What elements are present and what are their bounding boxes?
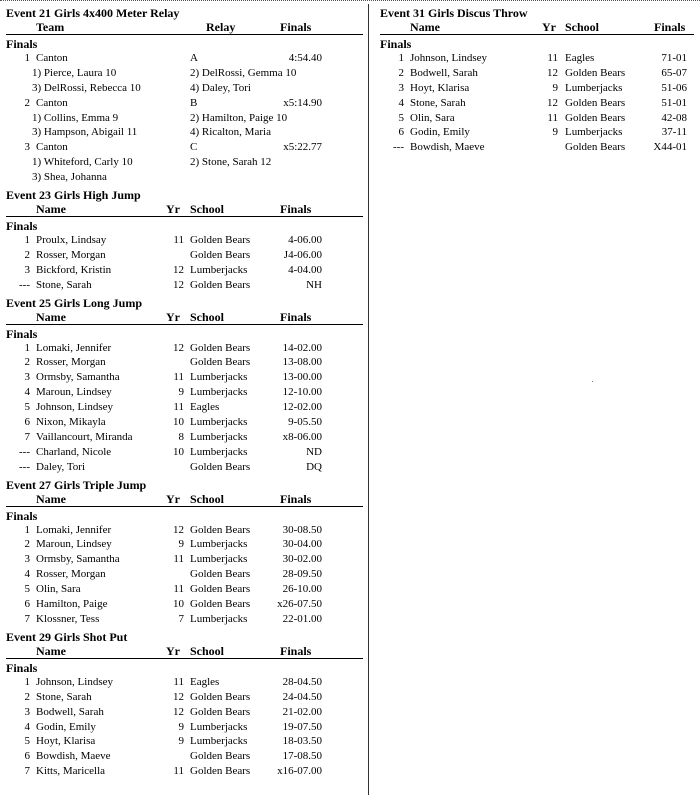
discus-event [380, 6, 694, 155]
school-name: Lumberjacks [190, 416, 248, 429]
athlete-name: Johnson, Lindsey [36, 675, 113, 688]
result-row [6, 400, 363, 415]
result-row [6, 430, 363, 445]
athlete-name: Ormsby, Samantha [36, 371, 120, 384]
place: 5 [24, 401, 30, 414]
school-name: Lumberjacks [190, 263, 248, 276]
result-row [380, 125, 694, 140]
place: 1 [24, 234, 30, 247]
result-row [6, 705, 363, 720]
final-mark: x16-07.00 [277, 765, 322, 778]
event-title: Event 31 Girls Discus Throw [380, 6, 528, 20]
final-mark: 30-02.00 [282, 553, 322, 566]
athlete-year: 9 [178, 735, 184, 748]
athlete-name: Ormsby, Samantha [36, 553, 120, 566]
runner: 4) Daley, Tori [190, 81, 251, 94]
school-name: Golden Bears [190, 690, 251, 703]
runner: 1) Pierce, Laura 10 [32, 66, 117, 79]
athlete-name: Lomaki, Jennifer [36, 523, 112, 536]
final-mark: 19-07.50 [282, 720, 322, 733]
athlete-year: 9 [178, 720, 184, 733]
event-title: Event 29 Girls Shot Put [6, 629, 128, 644]
section-label: Finals [6, 37, 38, 51]
athlete-year: 10 [173, 416, 184, 429]
event-block [6, 630, 363, 779]
final-mark: 24-04.50 [282, 690, 322, 703]
final-mark: 26-10.00 [282, 583, 322, 596]
right-column [380, 6, 694, 158]
event-block [6, 296, 363, 475]
place: 2 [24, 690, 30, 703]
runner: 4) Ricalton, Maria [190, 126, 271, 139]
final-mark: 14-02.00 [282, 341, 322, 354]
school-name: Golden Bears [565, 111, 626, 124]
final-mark: 13-08.00 [282, 356, 322, 369]
place: 5 [24, 735, 30, 748]
athlete-name: Lomaki, Jennifer [36, 341, 112, 354]
section-label: Finals [6, 660, 38, 675]
athlete-name: Godin, Emily [36, 720, 96, 733]
result-row [380, 51, 694, 66]
final-mark: NH [306, 278, 322, 291]
school-name: Golden Bears [190, 765, 251, 778]
result-row [380, 96, 694, 111]
school-name: Golden Bears [190, 341, 251, 354]
final-mark: DQ [306, 460, 322, 473]
column-header [6, 203, 363, 217]
column-header [6, 21, 363, 35]
school-name: Golden Bears [190, 234, 251, 247]
result-row [6, 675, 363, 690]
athlete-name: Klossner, Tess [36, 612, 100, 625]
athlete-name: Olin, Sara [410, 111, 455, 124]
athlete-name: Vaillancourt, Miranda [36, 430, 133, 443]
school-name: Golden Bears [190, 750, 251, 763]
athlete-year: 12 [547, 66, 558, 79]
athlete-name: Rosser, Morgan [36, 248, 106, 261]
header-school: School [190, 309, 225, 324]
relay-runners-row [6, 155, 363, 170]
place: 3 [24, 141, 30, 154]
result-row [6, 263, 363, 278]
place: 6 [398, 126, 404, 139]
athlete-year: 9 [552, 126, 558, 139]
result-row [6, 690, 363, 705]
header-finals: Finals [280, 309, 312, 324]
column-header [6, 311, 363, 325]
place: 7 [24, 765, 30, 778]
header-name: Name [36, 309, 66, 324]
final-mark: 30-04.00 [282, 538, 322, 551]
final-mark: 18-03.50 [282, 735, 322, 748]
athlete-year: 10 [173, 445, 184, 458]
school-name: Lumberjacks [190, 538, 248, 551]
athlete-year: 9 [178, 386, 184, 399]
place: 6 [24, 598, 30, 611]
header-yr: Yr [166, 202, 180, 217]
result-row [380, 66, 694, 81]
athlete-year: 11 [547, 111, 558, 124]
place: 2 [398, 66, 404, 79]
header-name: Name [410, 20, 440, 34]
place: --- [393, 141, 404, 154]
athlete-year: 9 [552, 81, 558, 94]
school-name: Lumberjacks [190, 612, 248, 625]
athlete-year: 12 [173, 705, 184, 718]
final-mark: 51-06 [661, 81, 687, 94]
athlete-name: Johnson, Lindsey [36, 401, 113, 414]
header-yr: Yr [542, 20, 556, 34]
school-name: Lumberjacks [190, 430, 248, 443]
final-mark: 21-02.00 [282, 705, 322, 718]
school-name: Lumberjacks [190, 720, 248, 733]
school-name: Golden Bears [565, 66, 626, 79]
result-row [6, 720, 363, 735]
result-row [6, 278, 363, 293]
final-mark: 28-04.50 [282, 675, 322, 688]
final-mark: 30-08.50 [282, 523, 322, 536]
athlete-year: 11 [173, 765, 184, 778]
athlete-name: Bowdish, Maeve [36, 750, 111, 763]
relay-team-row [6, 51, 363, 66]
header-school: School [190, 491, 225, 506]
athlete-year: 10 [173, 598, 184, 611]
school-name: Golden Bears [190, 248, 251, 261]
result-row [6, 582, 363, 597]
place: --- [19, 460, 30, 473]
athlete-name: Bodwell, Sarah [36, 705, 104, 718]
final-mark: 12-10.00 [282, 386, 322, 399]
athlete-name: Stone, Sarah [36, 690, 92, 703]
header-team: Team [36, 20, 65, 34]
relay-runners-row [6, 125, 363, 140]
final-mark: X44-01 [653, 141, 687, 154]
header-finals: Finals [280, 643, 312, 658]
school-name: Eagles [190, 401, 220, 414]
place: 4 [398, 96, 404, 109]
athlete-year: 11 [173, 553, 184, 566]
athlete-year: 11 [173, 583, 184, 596]
event-title: Event 25 Girls Long Jump [6, 295, 143, 310]
athlete-year: 11 [173, 234, 184, 247]
school-name: Golden Bears [190, 583, 251, 596]
runner: 3) Hampson, Abigail 11 [32, 126, 138, 139]
header-school: School [190, 643, 225, 658]
section-label: Finals [380, 37, 412, 51]
scan-speck [592, 381, 593, 382]
athlete-year: 12 [173, 690, 184, 703]
relay-time: x5:22.77 [283, 141, 322, 154]
result-row [6, 764, 363, 779]
school-name: Golden Bears [190, 523, 251, 536]
final-mark: x26-07.50 [277, 598, 322, 611]
place: 2 [24, 356, 30, 369]
result-row [6, 248, 363, 263]
place: 6 [24, 416, 30, 429]
result-rows [380, 51, 694, 155]
header-school: School [190, 202, 225, 217]
place: 3 [24, 705, 30, 718]
place: 6 [24, 750, 30, 763]
header-finals: Finals [280, 20, 312, 34]
place: --- [19, 445, 30, 458]
final-mark: 37-11 [661, 126, 687, 139]
athlete-year: 7 [178, 612, 184, 625]
result-row [6, 749, 363, 764]
result-row [6, 734, 363, 749]
runner: 3) Shea, Johanna [32, 171, 107, 184]
final-mark: J4-06.00 [283, 248, 322, 261]
result-row [6, 233, 363, 248]
place: 2 [24, 248, 30, 261]
final-mark: 13-00.00 [282, 371, 322, 384]
event-block [6, 188, 363, 293]
athlete-name: Rosser, Morgan [36, 356, 106, 369]
event-title: Event 21 Girls 4x400 Meter Relay [6, 6, 180, 20]
place: 3 [398, 81, 404, 94]
final-mark: ND [306, 445, 322, 458]
result-row [6, 460, 363, 475]
athlete-year: 11 [547, 52, 558, 64]
header-school: School [565, 20, 600, 34]
school-name: Golden Bears [190, 356, 251, 369]
relay-runners-row [6, 81, 363, 96]
final-mark: x8-06.00 [282, 430, 322, 443]
column-header [6, 493, 363, 507]
school-name: Lumberjacks [565, 126, 623, 139]
section-label: Finals [6, 326, 38, 341]
relay-letter: A [190, 52, 198, 64]
athlete-name: Maroun, Lindsey [36, 386, 112, 399]
section-label: Finals [6, 508, 38, 523]
athlete-name: Godin, Emily [410, 126, 470, 139]
athlete-name: Bodwell, Sarah [410, 66, 478, 79]
athlete-year: 11 [173, 675, 184, 688]
top-dotted-rule [0, 0, 700, 1]
result-row [6, 415, 363, 430]
result-row [6, 537, 363, 552]
athlete-year: 12 [173, 341, 184, 354]
athlete-name: Charland, Nicole [36, 445, 112, 458]
place: 4 [24, 568, 30, 581]
athlete-year: 12 [173, 263, 184, 276]
school-name: Golden Bears [190, 278, 251, 291]
athlete-name: Olin, Sara [36, 583, 81, 596]
result-row [6, 445, 363, 460]
result-row [6, 597, 363, 612]
result-row [380, 140, 694, 155]
athlete-year: 12 [173, 278, 184, 291]
athlete-name: Hamilton, Paige [36, 598, 108, 611]
column-header [6, 645, 363, 659]
school-name: Golden Bears [565, 96, 626, 109]
place: --- [19, 278, 30, 291]
school-name: Golden Bears [565, 141, 626, 154]
result-row [380, 111, 694, 126]
athlete-year: 8 [178, 430, 184, 443]
school-name: Eagles [565, 52, 595, 64]
relay-runners-row [6, 66, 363, 81]
athlete-year: 9 [178, 538, 184, 551]
result-row [380, 81, 694, 96]
place: 1 [24, 341, 30, 354]
place: 7 [24, 612, 30, 625]
school-name: Eagles [190, 675, 220, 688]
events-container [6, 188, 363, 779]
event-title: Event 27 Girls Triple Jump [6, 477, 147, 492]
final-mark: 42-08 [661, 111, 687, 124]
school-name: Lumberjacks [190, 386, 248, 399]
school-name: Golden Bears [190, 598, 251, 611]
relay-time: x5:14.90 [283, 96, 322, 109]
place: 1 [398, 52, 404, 64]
runner: 1) Whiteford, Carly 10 [32, 156, 133, 169]
runner: 2) DelRossi, Gemma 10 [190, 66, 297, 79]
school-name: Lumberjacks [190, 371, 248, 384]
athlete-year: 11 [173, 401, 184, 414]
place: 4 [24, 720, 30, 733]
result-row [6, 552, 363, 567]
school-name: Lumberjacks [190, 445, 248, 458]
header-name: Name [36, 643, 66, 658]
result-row [6, 567, 363, 582]
header-finals: Finals [280, 491, 312, 506]
athlete-name: Hoyt, Klarisa [410, 81, 470, 94]
runner: 3) DelRossi, Rebecca 10 [32, 81, 141, 94]
relay-time: 4:54.40 [288, 52, 322, 64]
relay-runners-row [6, 111, 363, 126]
relay-letter: C [190, 141, 198, 154]
runner: 2) Hamilton, Paige 10 [190, 111, 288, 124]
school-name: Lumberjacks [565, 81, 623, 94]
header-yr: Yr [166, 491, 180, 506]
final-mark: 22-01.00 [282, 612, 322, 625]
header-yr: Yr [166, 309, 180, 324]
relay-event [6, 6, 363, 185]
header-finals: Finals [654, 20, 686, 34]
athlete-name: Bickford, Kristin [36, 263, 112, 276]
event-title: Event 23 Girls High Jump [6, 188, 141, 203]
athlete-name: Nixon, Mikayla [36, 416, 106, 429]
place: 5 [24, 583, 30, 596]
place: 3 [24, 553, 30, 566]
school-name: Lumberjacks [190, 553, 248, 566]
school-name: Golden Bears [190, 568, 251, 581]
place: 2 [24, 96, 30, 109]
place: 7 [24, 430, 30, 443]
runner: 2) Stone, Sarah 12 [190, 156, 272, 169]
result-row [6, 341, 363, 356]
relay-runners-row [6, 170, 363, 185]
result-row [6, 370, 363, 385]
header-relay: Relay [206, 20, 236, 34]
athlete-name: Maroun, Lindsey [36, 538, 112, 551]
athlete-name: Stone, Sarah [36, 278, 92, 291]
place: 1 [24, 523, 30, 536]
left-column [6, 6, 363, 782]
athlete-name: Daley, Tori [36, 460, 86, 473]
final-mark: 9-05.50 [288, 416, 322, 429]
team-name: Canton [36, 96, 68, 109]
header-name: Name [36, 491, 66, 506]
place: 2 [24, 538, 30, 551]
result-row [6, 355, 363, 370]
athlete-name: Hoyt, Klarisa [36, 735, 96, 748]
place: 3 [24, 371, 30, 384]
column-header [380, 21, 694, 35]
final-mark: 71-01 [661, 52, 687, 64]
place: 1 [24, 52, 30, 64]
relay-team-row [6, 96, 363, 111]
athlete-year: 12 [547, 96, 558, 109]
runner: 1) Collins, Emma 9 [32, 111, 119, 124]
school-name: Lumberjacks [190, 735, 248, 748]
athlete-name: Rosser, Morgan [36, 568, 106, 581]
final-mark: 28-09.50 [282, 568, 322, 581]
team-name: Canton [36, 141, 68, 154]
athlete-name: Bowdish, Maeve [410, 141, 485, 154]
result-row [6, 523, 363, 538]
relay-team-row [6, 140, 363, 155]
section-label: Finals [6, 219, 38, 234]
place: 4 [24, 386, 30, 399]
place: 3 [24, 263, 30, 276]
final-mark: 4-06.00 [288, 234, 322, 247]
column-divider [368, 4, 369, 795]
athlete-name: Proulx, Lindsay [36, 234, 107, 247]
place: 5 [398, 111, 404, 124]
header-yr: Yr [166, 643, 180, 658]
school-name: Golden Bears [190, 705, 251, 718]
team-name: Canton [36, 52, 68, 64]
final-mark: 12-02.00 [282, 401, 322, 414]
event-block [6, 478, 363, 627]
header-finals: Finals [280, 202, 312, 217]
result-row [6, 612, 363, 627]
athlete-year: 11 [173, 371, 184, 384]
athlete-name: Stone, Sarah [410, 96, 466, 109]
school-name: Golden Bears [190, 460, 251, 473]
header-name: Name [36, 202, 66, 217]
result-row [6, 385, 363, 400]
final-mark: 65-07 [661, 66, 687, 79]
final-mark: 4-04.00 [288, 263, 322, 276]
relay-letter: B [190, 96, 198, 109]
athlete-name: Kitts, Maricella [36, 765, 106, 778]
final-mark: 51-01 [661, 96, 687, 109]
athlete-year: 12 [173, 523, 184, 536]
final-mark: 17-08.50 [282, 750, 322, 763]
athlete-name: Johnson, Lindsey [410, 52, 487, 64]
place: 1 [24, 675, 30, 688]
